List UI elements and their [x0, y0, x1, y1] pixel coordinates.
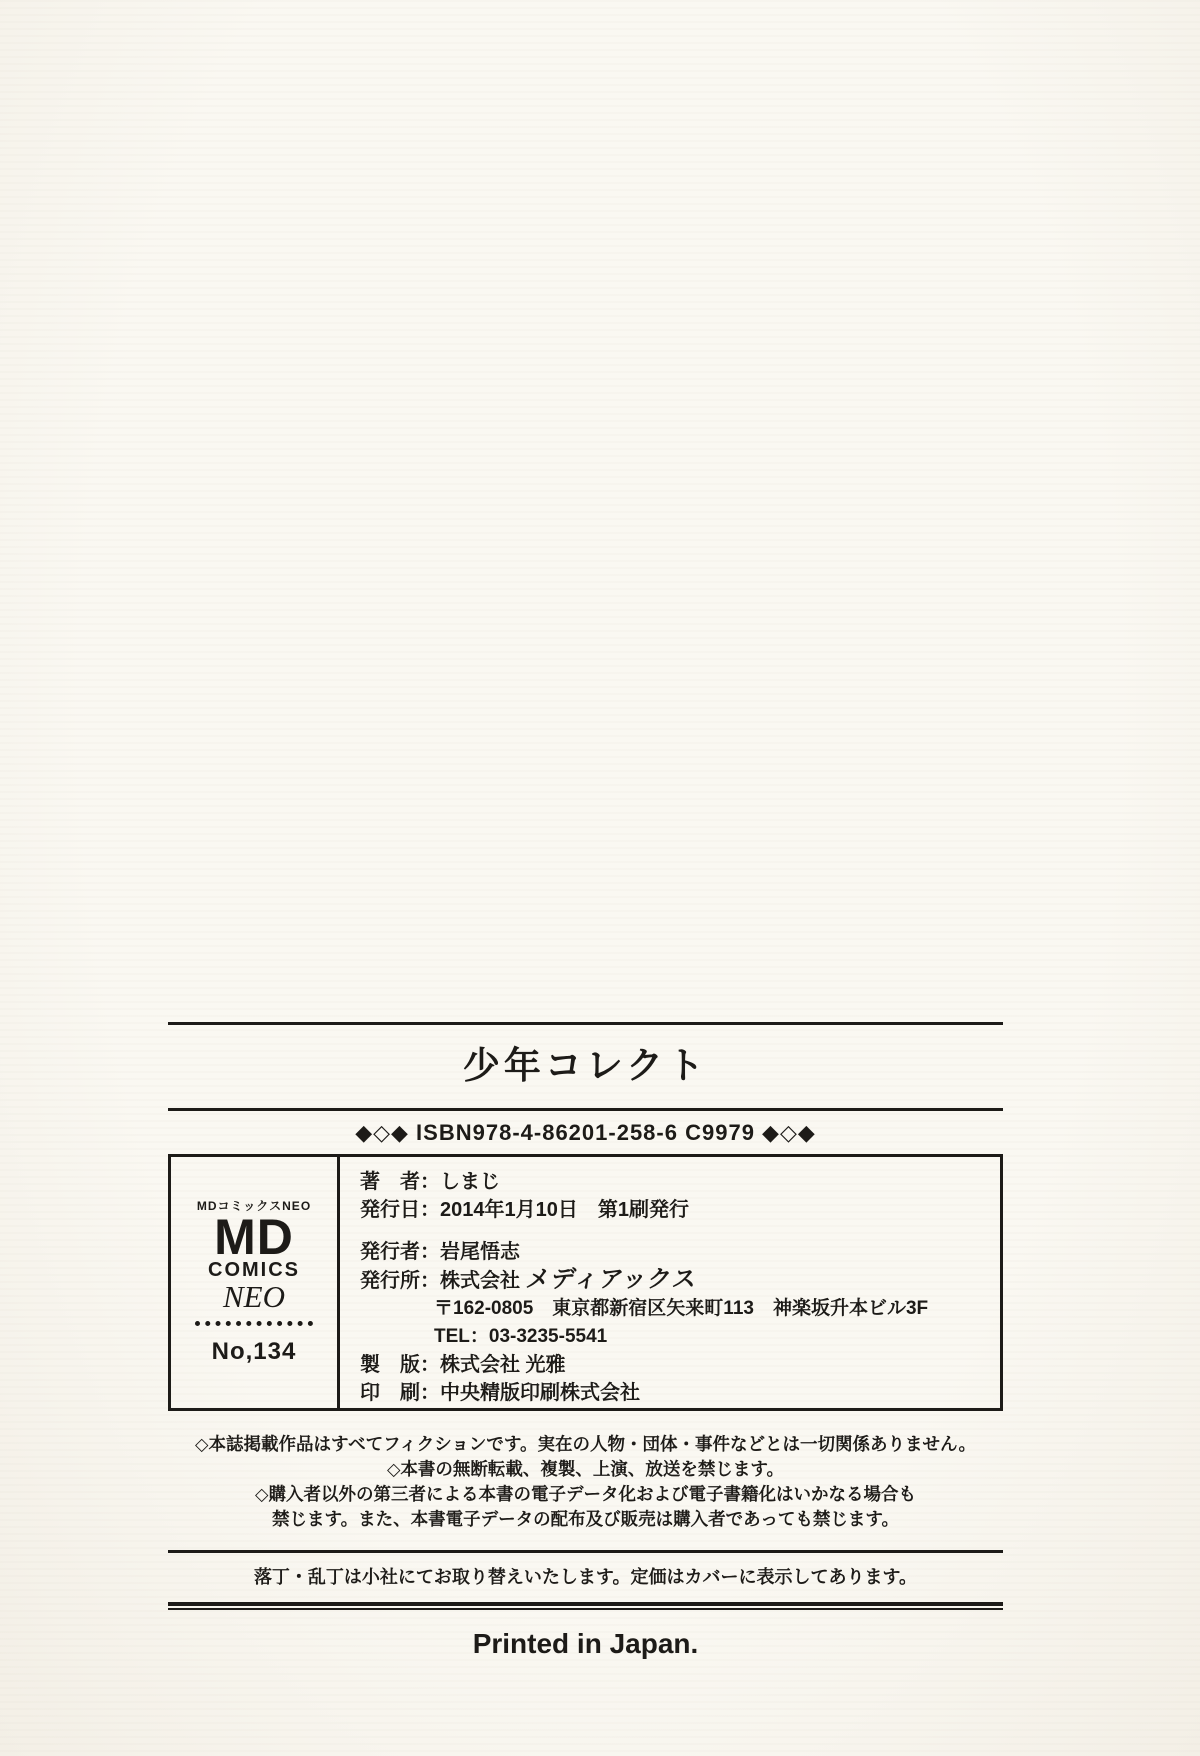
publication-info-box: [168, 1154, 1003, 1411]
publisher-prefix: 株式会社: [440, 1270, 526, 1293]
plate-company: 株式会社 光雅: [440, 1354, 566, 1377]
plate-row: [360, 1355, 1000, 1375]
publisher-person-row: [360, 1242, 1000, 1262]
publisher-address-row: 〒162-0805 東京都新宿区矢来町113 神楽坂升本ビル3F: [434, 1298, 929, 1320]
imprint-logo-block: [171, 1157, 340, 1408]
author-name: しまじ: [440, 1171, 500, 1194]
isbn-line: ◆◇◆ ISBN978-4-86201-258-6 C9979 ◆◇◆: [355, 1120, 816, 1145]
author-row: [360, 1172, 1000, 1192]
replacement-notice: 落丁・乱丁は小社にてお取り替えいたします。定価はカバーに表示してあります。: [253, 1567, 918, 1588]
plate-label: 製 版：: [360, 1354, 440, 1377]
book-title: 少年コレクト: [462, 1045, 709, 1086]
publisher-logotype: メディアックス: [523, 1266, 699, 1294]
comics-label: COMICS: [208, 1258, 300, 1281]
publisher-row: [360, 1266, 1000, 1294]
printed-in-japan: Printed in Japan.: [472, 1627, 699, 1659]
colophon-content: [168, 1022, 1003, 1658]
md-logo: MD: [214, 1209, 294, 1266]
printer-row: [360, 1383, 1000, 1403]
issue-date-value: 2014年1月10日 第1刷発行: [440, 1199, 689, 1222]
printer-label: 印 刷：: [360, 1382, 440, 1405]
neo-label: NEO: [223, 1278, 285, 1314]
bottom-double-rule: [168, 1602, 1003, 1610]
issue-date-row: [360, 1200, 1000, 1220]
issue-date-label: 発行日：: [360, 1199, 440, 1222]
publisher-person-name: 岩尾悟志: [440, 1241, 520, 1264]
publisher-person-label: 発行者：: [360, 1241, 440, 1264]
colophon-details: [340, 1157, 1000, 1408]
notice-line-4: 禁じます。また、本書電子データの配布及び販売は購入者であっても禁じます。: [271, 1509, 900, 1530]
imprint-name-small: MDコミックスNEO: [196, 1199, 312, 1214]
dotted-divider: [195, 1321, 313, 1326]
notice-line-3: ◇購入者以外の第三者による本書の電子データ化および電子書籍化はいかなる場合も: [255, 1484, 916, 1505]
legal-notices: [168, 1411, 1003, 1550]
publisher-tel-row: TEL：03-3235-5541: [434, 1326, 608, 1348]
notice-line-2: ◇本書の無断転載、複製、上演、放送を禁じます。: [386, 1459, 785, 1480]
notice-line-1: ◇本誌掲載作品はすべてフィクションです。実在の人物・団体・事件などとは一切関係ありません。: [194, 1434, 976, 1455]
publisher-label: 発行所：: [360, 1270, 440, 1293]
printer-company: 中央精版印刷株式会社: [440, 1382, 640, 1405]
series-number: No,134: [211, 1337, 297, 1365]
author-label: 著 者：: [360, 1171, 440, 1194]
